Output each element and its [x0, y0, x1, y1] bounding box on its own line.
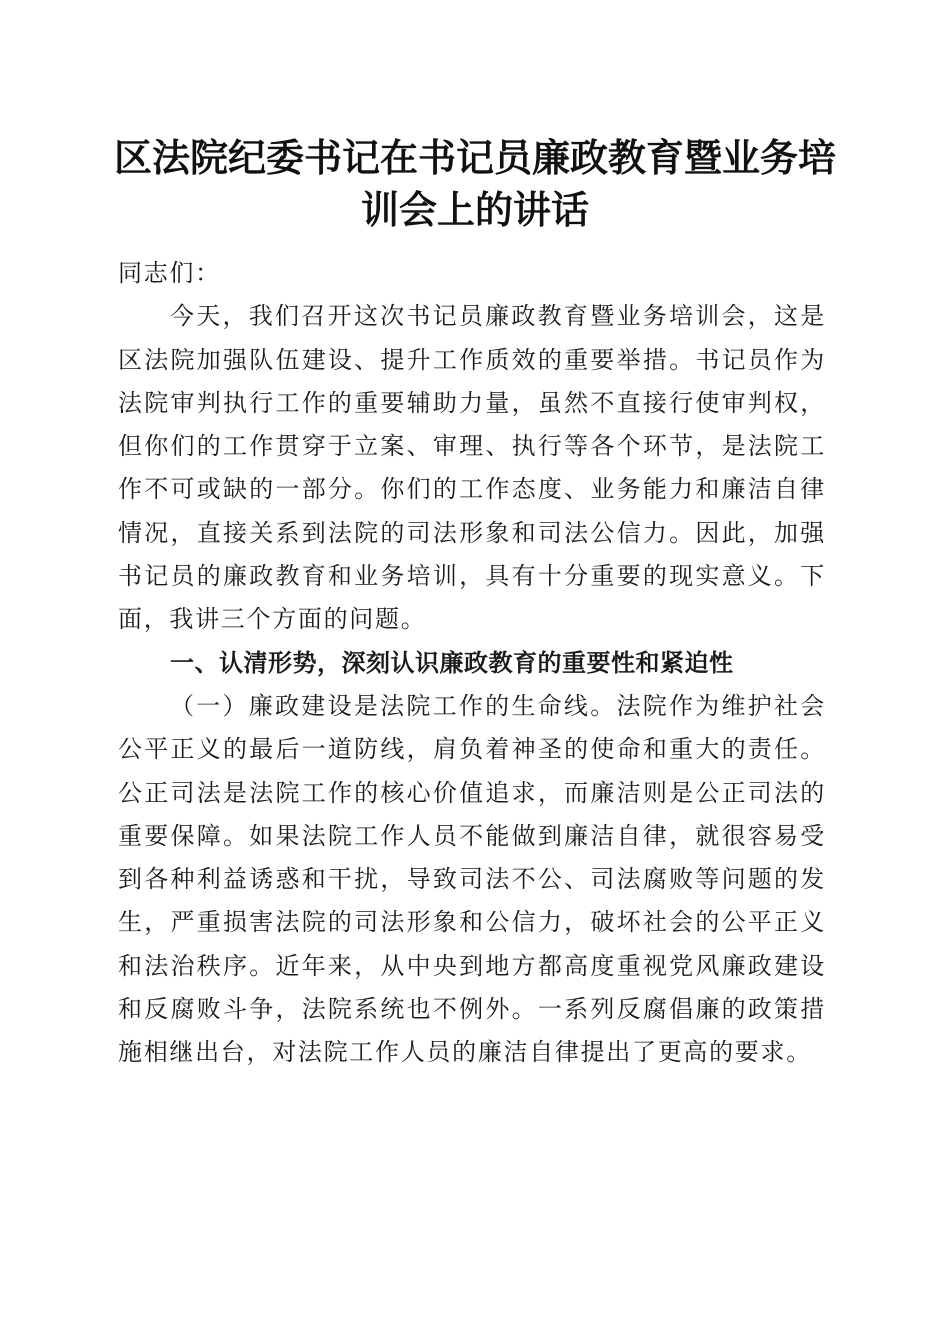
subsection-text: 法院作为维护社会公平正义的最后一道防线，肩负着神圣的使命和重大的责任。公正司法是法院工作的核心价值追求，而廉洁则是公正司法的重要保障。如果法院工作人员不能做到廉洁自律，就很容易受到各种利益诱惑和干扰，导致司法不公、司法腐败等问题的发生，严重损害法院的司法形象和公信力，破坏社会的公平正义和法治秩序。近年来，从中央到地方都高度重视党风廉政建设和反腐败斗争，法院系统也不例外。一系列反腐倡廉的政策措施相继出台，对法院工作人员的廉洁自律提出了更高的要求。 — [118, 691, 826, 1067]
salutation: 同志们： — [118, 259, 221, 287]
subsection-lead: （一）廉政建设是法院工作的生命线。 — [170, 691, 617, 720]
document-body — [118, 252, 826, 1075]
document-title: 区法院纪委书记在书记员廉政教育暨业务培训会上的讲话 — [113, 135, 836, 232]
subsection-paragraph — [118, 685, 826, 1075]
intro-paragraph: 今天，我们召开这次书记员廉政教育暨业务培训会，这是区法院加强队伍建设、提升工作质效的重要举措。书记员作为法院审判执行工作的重要辅助力量，虽然不直接行使审判权，但你们的工作贯穿于立案、审理、执行等各个环节，是法院工作不可或缺的一部分。你们的工作态度、业务能力和廉洁自律情况，直接关系到法院的司法形象和司法公信力。因此，加强书记员的廉政教育和业务培训，具有十分重要的现实意义。下面，我讲三个方面的问题。 — [118, 302, 826, 634]
section-heading: 一、认清形势，深刻认识廉政教育的重要性和紧迫性 — [170, 648, 734, 677]
